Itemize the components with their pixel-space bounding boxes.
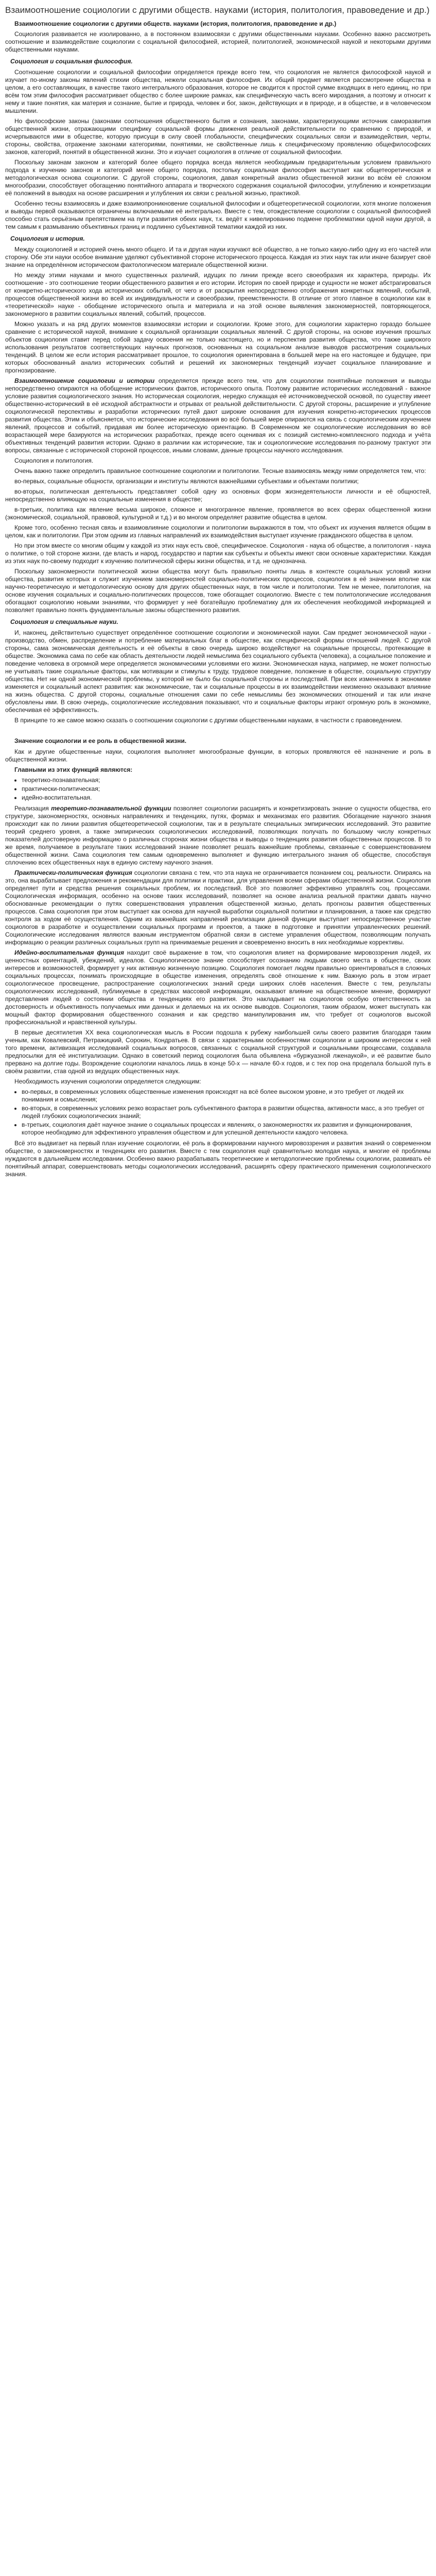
paragraph: Но между этими науками и много существенных различий, идущих по линии прежде всего своеобразия их характера, природы. Их соотношение - это соотношение теории общественного развития и его истории. История по своей природе и сущности не может абстрагироваться от конкретно-исторического хода исторических событий, от чего и от раскрытия непосредственно отображения конкретных явлений, событий, процессов общественной жизни во всей их индивидуальности и своеобразии, преемственности. В отличие от этого главное в социологии как в «теоретической» науке - обобщение исторического опыта и материала и на этой основе выявления закономерностей, повторяющегося, закономерного в развитии социальных явлений, событий, процессов.: [5, 272, 431, 317]
paragraph-rest: определяется прежде всего тем, что для социологии понятийные положения и выводы непосредственно опираются на обобщение исторических фактов, исторического опыта. Поэтому развитие исторических исследований - важное условие развития социологического знания. Но историческая социология, нередко служащая её источниковедческой основой, по существу имеет общественно-исторический в её исходной абстрактности и отрывах от реальной действительности. С другой стороны, расширение и углубление социологической перспективы и разработки исторических путей дают широкие основания для изучения конкретно-исторических процессов развития общества. Этим и объясняется, что исторические исследования во всё большей мере опираются на связь с социологическим изучением явлений, процессов и событий, придавая им более историческую ориентацию. В Современном же социологические исследования во всё возрастающей мере базируются на исторических разработках, прежде всего оценивая их с позиций системно-комплексного подхода и учёта объективных тенденций развития истории. Однако в различии как исторические, так и социологические исследования по-разному трактуют эти вопросы, связанные с исторической стороной процессов, иными словами, данные процессы научного исследования.: [5, 377, 431, 454]
intro-lead: [5, 20, 431, 28]
page-title: Взаимоотношение социологии с другими обществ. науками (история, политология, правоведение и др.): [5, 5, 430, 15]
paragraph: [5, 949, 431, 1026]
paragraph: Можно указать и на ряд других моментов взаимосвязи истории и социологии. Кроме этого, для социологии характерно гораздо большее сравнение с исторической наукой, внимание к социальной организации социальных явлений. С другой стороны, на основе изучения прошлых объектов социология ставит перед собой задачу освоения не только настоящего, но и перспектив развития общества, что также широкого использования результатов соответствующих научных прогнозов, основанных на социальном анализе выводов рассмотрения социальных тенденций. В целом же если история рассматривает прошлое, то социология ориентирована в большей мере на его настоящее и будущее, при которых обоснованный анализ исторических событий и решений их закономерных тенденций изучает социальное планирование и прогнозирование.: [5, 320, 431, 374]
paragraph: Поскольку законам законом и категорий более общего порядка всегда является необходимым предварительным условием правильного подхода к изучению законов и категорий менее общего порядка, постольку социальная философия выступает как общетеоретическая и методологическая основа социологии. С другой стороны, социология, давая конкретный анализ общественной жизни во всём её сложном многообразии, способствует обогащению понятийного аппарата и творческого содержания социальной философии, углублению и конкретизации её положений в выводах на основе расширения и углубления их связи с реальной жизнью, практикой.: [5, 159, 431, 197]
paragraph: В принципе то же самое можно сказать о соотношении социологии с другими общественными науками, в частности с правоведением.: [14, 717, 403, 724]
paragraph: Очень важно также определить правильное соотношение социологии и политологии. Тесные взаимосвязь между ними определяется тем, что:: [14, 467, 426, 474]
list-item: • в-третьих, социология даёт научное знание о социальных процессах и явлениях, о закономерностях их развития и функционирования, которое необходимо для эффективного управления обществом и для успешной деятельности каждого человека.: [22, 1121, 431, 1137]
paragraph: Кроме того, особенно тесная связь и взаимовлияние социологии и политологии выражаются в том, что объект их изучения является общим в целом, как и политологии. При этом одним из главных направлений их взаимодействия выступает изучение гражданского общества в целом.: [5, 524, 431, 539]
paragraph: Поскольку закономерности политической жизни общества могут быть правильно поняты лишь в контексте социальных условий жизни общества, развития которых и служит изучением закономерностей социально-политических процессов, социология в её значении вполне как научно-теоретическую и методологическую основу для других общественных наук, в том числе и политологии. Тем не менее, политология, на основе изучения социальных и социально-политических процессов, тоже обогащает социологию. Вместе с тем политологические исследования обогащают социологию новыми знаниями, что формирует у неё богатейшую проблематику для их обеспечения необходимой информацией и позволяет правильно понять фундаментальные законы общественного развития.: [5, 568, 431, 614]
paragraph: во-вторых, политическая деятельность представляет собой одну из основных форм жизнедеятельности личности и её общностей, непосредственно влияющую на социальные изменения в обществе;: [5, 488, 431, 503]
list-item: • идейно-воспитательная.: [22, 794, 431, 802]
list-item: • во-вторых, в современных условиях резко возрастает роль субъективного фактора в развитии общества, активности масс, а это требует от людей глубоких социологических знаний;: [22, 1105, 431, 1120]
section-subhead-history: Социология и история.: [10, 235, 85, 242]
paragraph: [5, 766, 431, 774]
paragraph: Но при этом вместе со многим общим у каждой из этих наук есть своё, специфическое. Социология - наука об обществе, а политология - наука о политике, о той стороне жизни, где власть и народ, государство и партии как субъекты и объекты имеют свои основные характеристики. Каждая из этих наук по-своему подходит к изучению политической сферы жизни общества, и т.д. не однозначна.: [5, 542, 431, 565]
paragraph-rest: социологии связана с тем, что эта наука не ограничивается познанием соц. реальности. Опираясь на это, она вырабатывает предложения и рекомендации для политики и практики, для управления всеми сферами общественной жизни. Социология определяет пути и средства решения социальных проблем, их последствий. Всё это позволяет эффективно управлять соц. процессами. Социологическая информация, особенно на основе таких исследований, позволяет на основе анализа реальной практики давать научно обоснованные рекомендации о путях совершенствования управления общественной жизнью, делать прогнозы развития общественных процессов. Сама социология при этом выступает как основа для научной выработки социальной политики и планирования, а также как средство контроля за ходом её осуществления. Одним из важнейших направлений реализации данной функции выступает непосредственное участие социологов в разработке и осуществлении социальных программ и проектов, а также в подготовке и принятии управленческих решений. Социологические исследования являются важным инструментом обратной связи в системе управления обществом, позволяющим получать информацию о реакции различных социальных групп на принимаемые решения и своевременно вносить в них необходимые коррективы.: [5, 869, 431, 946]
paragraph: [5, 805, 431, 867]
paragraph-rest: позволяет социологии расширять и конкретизировать знание о сущности общества, его структуре, закономерностях, основных направлениях и тенденциях, путях, формах и механизмах его развития. Обогащение научного знания происходит как по линии развития общетеоретической социологии, так и в результате специальных эмпирических исследований. Это развитие теорий среднего уровня, а также эмпирических социологических исследований, позволяющих получать по большому числу конкретных показателей достоверную информацию о различных сторонах жизни общества и выводы о тенденциях развития общественных процессов. В то же время, получаемое в результате таких исследований знание позволяет решать важнейшие проблемы, связанные с совершенствованием общественной жизни. Сама социология тем самым одновременно выполняет и функцию интегрального знания об обществе, способствуя сплочению всех общественных наук в единую систему научного знания.: [5, 805, 431, 866]
paragraph: в-третьих, политика как явление весьма широкое, сложное и многогранное явление, проявляется во всех сферах общественной жизни (экономической, социальной, правовой, культурной и т.д.) и во многом определяет развитие общества в целом.: [5, 506, 431, 521]
section-subhead-philosophy: Социология и социальная философия.: [10, 58, 133, 65]
paragraph: Необходимость изучения социологии определяется следующим:: [14, 1078, 201, 1085]
paragraph: во-первых, социальные общности, организации и институты являются важнейшими субъектами и объектами политики;: [14, 478, 359, 485]
paragraph: Особенно тесны взаимосвязь и даже взаимопроникновение социальной философии и общетеоретической социологии, хотя многие положения и выводы первой оказываются ограничены включаемыми её интегрально. Вместе с тем, отождествление социологии с социальной философией способно стать серьёзным препятствием на пути развития обеих наук, т.к. ведёт к нивелированию подмене проблематики одной науки другой, а тем самым к размыванию объективных границ и подлинно субъективной тематики каждой из них.: [5, 200, 431, 230]
paragraph: [5, 377, 431, 454]
paragraph: Как и другие общественные науки, социология выполняет многообразные функции, в которых проявляются её назначение и роль в общественной жизни.: [5, 748, 431, 763]
paragraph-bold: Главными из этих функций являются:: [14, 766, 133, 773]
list-item: • теоретико-познавательная;: [22, 776, 431, 784]
inline-emphasis: Идейно-воспитательная функция: [14, 949, 124, 956]
paragraph: И, наконец, действительно существует определённое соотношение социологии и экономической науки. Сам предмет экономической науки - производство, обмен, распределение и потребление материальных благ в обществе, как специфической формы отношений людей. С другой стороны, сама экономическая деятельность и её объекты в свою очередь широко воздействуют на социальные процессы, протекающие в обществе. Экономика сама по себе как область деятельности людей немыслима без социального субъекта (человека), а социальное положение и поведение человека в огромной мере определяется экономическими условиями его жизни. Экономическая наука, например, не может полностью не учитывать такие социальные факторы, как мотивации и стимулы к труду, трудовое поведение, положение в обществе, социальную структуру общества. Нет ни одной экономической проблемы, у которой не было бы социальной стороны и последствий. При всех изменениях в экономике изменяется и социальный аспект развития: как экономические, так и социальные процессы в их взаимодействии неизменно оказывают влияние на жизнь общества. С другой стороны, социальные отношения сами по себе немыслимы без экономических отношений и так или иначе обусловлены ими. В свою очередь, социологические исследования показывают, что и социальные факторы играют огромную роль в экономике, обеспечивая её эффективность.: [5, 629, 431, 714]
paragraph: Между социологией и историей очень много общего. И та и другая науки изучают всё общество, а не только какую-либо одну из его частей или сторону. Обе эти науки особое внимание уделяют субъективной стороне исторического процесса. Каждая из этих наук так или иначе базирует своё знание на определённом историческом фактологическом материале общественной жизни.: [5, 246, 431, 268]
document-page: [0, 0, 436, 1193]
inline-emphasis: теоретико-познавательной функции: [51, 805, 171, 812]
paragraph-pre: Реализация: [14, 805, 51, 812]
functions-list: [10, 776, 431, 802]
section-subhead-special: Социология и специальные науки.: [10, 618, 118, 625]
paragraph: [5, 869, 431, 946]
section-subhead-politics: Социология и политология.: [14, 457, 94, 464]
paragraph-rest: находит своё выражение в том, что социология влияет на формирование мировоззрения людей, их ценностных ориентаций, убеждений, идеалов. Социологическое знание способствует осознанию людьми своего места в обществе, своих интересов и возможностей, формирует у них активную жизненную позицию. Социология помогает людям правильно ориентироваться в сложных социальных процессах, понимать происходящие в обществе изменения, определять своё отношение к ним. Важную роль в этом играет социологическое просвещение, распространение социологических знаний среди широких слоёв населения. Вместе с тем, результаты социологических исследований, публикуемые в средствах массовой информации, оказывают влияние на общественное мнение, формируют представления людей о состоянии общества и тенденциях его развития. Это накладывает на социологов особую ответственность за достоверность и объективность получаемых ими данных и делаемых на их основе выводов. Социология, таким образом, может выступать как мощный фактор формирования общественного сознания и как средство манипулирования им, что требует от социологов высокой профессиональной и нравственной культуры.: [5, 949, 431, 1026]
paragraph: Всё это выдвигает на первый план изучение социологии, её роль в формировании научного мировоззрения и развития знаний о современном обществе, о закономерностях и тенденциях его развития. Вместе с тем социология ещё сравнительно молодая наука, и многие её проблемы нуждаются в дальнейшем исследовании. Особенно важно разрабатывать теоретические и методологические проблемы социологии, развивать её понятийный аппарат, совершенствовать методы социологических исследований, расширять сферу практического применения социологического знания.: [5, 1140, 431, 1178]
paragraph: В первые десятилетия XX века социологическая мысль в России подошла к рубежу наибольшей силы своего развития благодаря таким ученым, как Ковалевский, Петражицкий, Сорокин, Кондратьев. В связи с характерными особенностями социологии и широким интересом к ней того времени, активизация исследований социальных вопросов, связанных с социальной структурой и социальными процессами, создавала предпосылки для её институализации. Однако в советский период социология была объявлена «буржуазной лженаукой», и её развитие было прервано на долгие годы. Возрождение социологии началось лишь в конце 50-х — начале 60-х годов, и с тех пор она проделала большой путь в своём развитии, став одной из ведущих общественных наук.: [5, 1029, 431, 1075]
inline-emphasis: Взаимоотношение социологии и истории: [14, 377, 155, 384]
section-title-functions: Значение социологии и ее роль в общественной жизни.: [14, 737, 187, 744]
paragraph: Социология развивается не изолированно, а в постоянном взаимосвязи с другими общественными науками. Особенно важно рассмотреть соотношение и взаимодействие социологии с социальной философией, историей, политологией, экономической наукой и некоторыми другими общественными науками.: [5, 30, 431, 53]
intro-lead-text: Взаимоотношение социологии с другими обществ. науками (история, политология, правоведение и др.): [14, 20, 337, 27]
paragraph: Но философские законы (законами соотношения общественного бытия и сознания, законами, характеризующими источник саморазвития общественной жизни, отражающими специфику социальной формы движения реальной действительности по сравнению с природой, и исчерпываются ими в обществе, которую присущи в силу своей глобальности, специфических социальных связи и взаимодействия, черты, стороны, свойства, отражение законами категориями, понятиями, не свойственные лишь к специфическому проявлению общефилософских законов, категорий, понятий в общественной жизни. Это и изучает социология в отличие от социальной философии.: [5, 117, 431, 156]
list-item: • во-первых, в современных условиях общественные изменения происходят на всё более высоком уровне, и это требует от людей их понимания и осмысления;: [22, 1088, 431, 1104]
needs-list: [10, 1088, 431, 1137]
paragraph: Соотношение социологии и социальной философии определяется прежде всего тем, что социология не является философской наукой и изучает по-иному законы явлений стихии общества, нежели социальная философия. Их общий предмет является рассмотрение общества в целом, а его составляющих, в качестве такого интегрального образования, которое не сводится к простой сумме входящих в него единиц, но при всём том этим философия рассматривает общество с более широкие рамках, как специфическую часть всего мироздания, а поэтому и относит к нему и такие понятия, как материя и сознание, бытие и природа, человек и бог, закон, действующих и в природе, и в обществе, и в человеческом мышлении.: [5, 69, 431, 114]
list-item: • практически-политическая;: [22, 785, 431, 793]
inline-emphasis: Практически-политическая функция: [14, 869, 132, 876]
